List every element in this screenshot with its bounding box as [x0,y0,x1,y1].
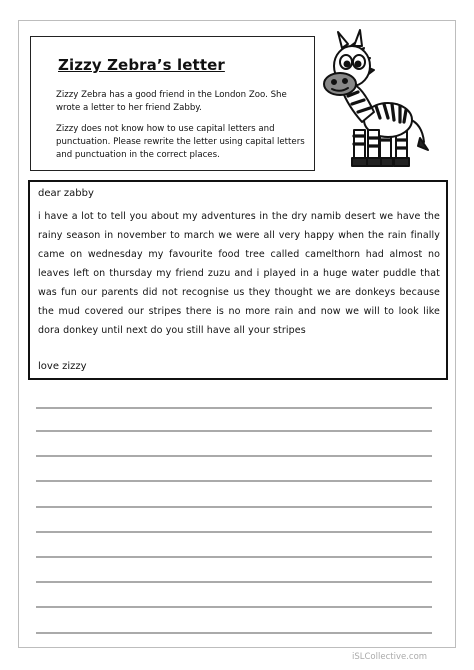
letter-greeting: dear zabby [38,188,94,199]
instructions-paragraph: Zizzy does not know how to use capital letters and punctuation. Please rewrite the letter using capital letters and punctuation in the correct places. [56,124,305,160]
letter-closing: love zizzy [38,361,87,372]
intro-paragraph: Zizzy Zebra has a good friend in the London Zoo. She wrote a letter to her friend Zabby. [56,90,287,113]
letter-body: i have a lot to tell you about my adventures in the dry namib desert we have the rainy season in november to march we were all very happy when the rain finally came on wednesday my favourite food tree called camelthorn had almost no leaves left on thursday my friend zuzu and i played in a huge water puddle that was fun our parents did not recognise us they thought we are donkeys because the mud covered our stripes there is no more rain and now we will to look like dora donkey until next do you still have all your stripes [38,211,440,336]
worksheet-title: Zizzy Zebra’s letter [58,56,225,74]
watermark: iSLCollective.com [352,652,428,662]
